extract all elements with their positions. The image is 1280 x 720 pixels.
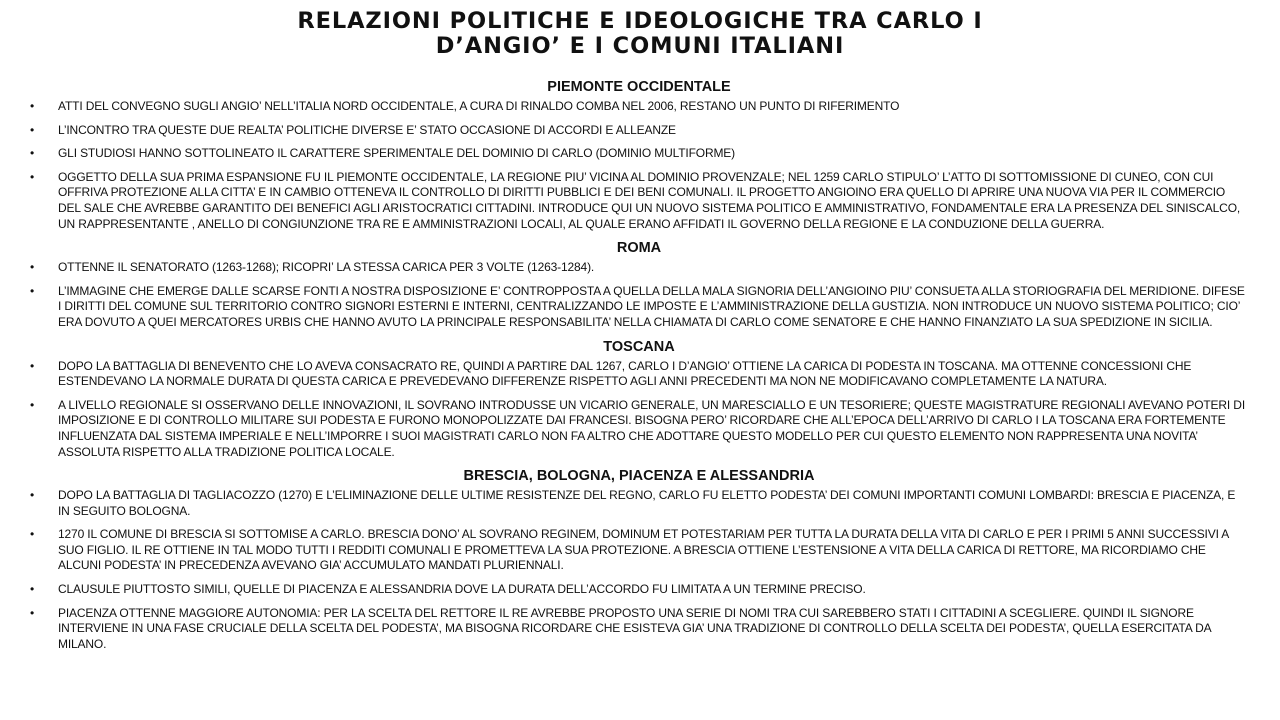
bullet-text: GLI STUDIOSI HANNO SOTTOLINEATO IL CARATTERE SPERIMENTALE DEL DOMINIO DI CARLO (DOMINIO MULTIFORME) bbox=[58, 146, 736, 161]
bullet-item bbox=[28, 359, 1250, 390]
bullet-item bbox=[28, 527, 1250, 574]
section-roma bbox=[28, 239, 1250, 330]
bullet-item bbox=[28, 260, 1250, 276]
bullet-item bbox=[28, 146, 1250, 162]
bullet-dot: • bbox=[30, 397, 35, 412]
bullet-text: PIACENZA OTTENNE MAGGIORE AUTONOMIA: PER LA SCELTA DEL RETTORE IL RE AVREBBE PROPOSTO UNA SERIE DI NOMI TRA CUI SAREBBERO STATI I CITTADINI A SCEGLIERE. QUINDI IL SIGNORE INTERVIENE IN UNA FASE CRUCIALE DELLA SCELTA DEL PODESTA’, MA BISOGNA RICORDARE CHE ESISTEVA GIA’ UNA TRADIZIONE DI CONTROLLO DELLA SCELTA DEI PODESTA’, QUELLA ESERCITATA DA MILANO. bbox=[58, 605, 1211, 651]
section-brescia-bologna-piacenza-alessandria bbox=[28, 467, 1250, 652]
bullet-text: L’IMMAGINE CHE EMERGE DALLE SCARSE FONTI A NOSTRA DISPOSIZIONE E’ CONTROPPOSTA A QUELLA DELLA MALA SIGNORIA DELL’ANGIOINO PIU’ CONSUETA ALLA STORIOGRAFIA DEL MERIDIONE. DIFESE I DIRITTI DEL COMUNE SUL TERRITORIO CONTRO SIGNORI ESTERNI E INTERNI, CENTRALIZZANDO LE IMPOSTE E L’AMMINISTRAZIONE DELLA GUSTIZIA. NON INTRODUCE UN NUOVO SISTEMA POLITICO; CIO’ ERA DOVUTO A QUEI MERCATORES URBIS CHE HANNO AVUTO LA PRINCIPALE RESPONSABILITA’ NELLA CHIAMATA DI CARLO COME SENATORE E CHE HANNO FINANZIATO LA SUA SPEDIZIONE IN SICILIA. bbox=[58, 283, 1245, 329]
bullet-item bbox=[28, 123, 1250, 139]
bullet-text: OGGETTO DELLA SUA PRIMA ESPANSIONE FU IL PIEMONTE OCCIDENTALE, LA REGIONE PIU’ VICINA AL DOMINIO PROVENZALE; NEL 1259 CARLO STIPULO’ L’ATTO DI SOTTOMISSIONE DI CUNEO, CON CUI OFFRIVA PROTEZIONE ALLA CITTA’ E IN CAMBIO OTTENEVA IL CONTROLLO DI DIRITTI PUBBLICI E DEI BENI COMUNALI. IL PROGETTO ANGIOINO ERA QUELLO DI APRIRE UNA NUOVA VIA PER IL COMMERCIO DEL SALE CHE AVREBBE GARANTITO DEI BENEFICI AGLI ARISTOCRATICI CITTADINI. INTRODUCE QUI UN NUOVO SISTEMA POLITICO E AMMINISTRATIVO, FONDAMENTALE ERA LA PRESENZA DEL SINISCALCO, UN RAPPRESENTANTE , ANELLO DI CONGIUNZIONE TRA RE E AMMINISTRAZIONI LOCALI, AL QUALE ERANO AFFIDATI IL GOVERNO DELLA REGIONE E LA CONDUZIONE DELLA GUERRA. bbox=[58, 169, 1241, 231]
bullet-dot: • bbox=[30, 99, 35, 113]
bullet-list bbox=[28, 359, 1250, 461]
section-toscana bbox=[28, 338, 1250, 461]
bullet-dot: • bbox=[30, 146, 35, 161]
section-heading: BRESCIA, BOLOGNA, PIACENZA E ALESSANDRIA bbox=[463, 468, 815, 485]
section-heading: TOSCANA bbox=[603, 338, 675, 355]
bullet-dot: • bbox=[30, 527, 35, 542]
bullet-text: DOPO LA BATTAGLIA DI TAGLIACOZZO (1270) E L’ELIMINAZIONE DELLE ULTIME RESISTENZE DEL REGNO, CARLO FU ELETTO PODESTA’ DEI COMUNI IMPORTANTI COMUNI LOMBARDI: BRESCIA E PIACENZA, E IN SEGUITO BOLOGNA. bbox=[58, 488, 1236, 518]
bullet-dot: • bbox=[30, 358, 35, 373]
bullet-item bbox=[28, 284, 1250, 331]
bullet-item bbox=[28, 398, 1250, 460]
bullet-text: 1270 IL COMUNE DI BRESCIA SI SOTTOMISE A CARLO. BRESCIA DONO’ AL SOVRANO REGINEM, DOMINUM ET POTESTARIAM PER TUTTA LA DURATA DELLA VITA DI CARLO E PER I PRIMI 5 ANNI SUCCESSIVI A SUO FIGLIO. IL RE OTTIENE IN TAL MODO TUTTI I REDDITI COMUNALI E PROMETTEVA LA SUA PROTEZIONE. A BRESCIA OTTIENE L’ESTENSIONE A VITA DELLA CARICA DI RETTORE, MA RICORDIAMO CHE ALCUNI PODESTA’ IN PRECEDENZA AVEVANO GIA’ ACCUMULATO MANDATI PLURIENNALI. bbox=[58, 527, 1229, 573]
bullet-text: ATTI DEL CONVEGNO SUGLI ANGIO’ NELL’ITALIA NORD OCCIDENTALE, A CURA DI RINALDO COMBA NEL 2006, RESTANO UN PUNTO DI RIFERIMENTO bbox=[58, 99, 900, 113]
bullet-text: CLAUSULE PIUTTOSTO SIMILI, QUELLE DI PIACENZA E ALESSANDRIA DOVE LA DURATA DELL’ACCORDO FU LIMITATA A UN TERMINE PRECISO. bbox=[58, 582, 866, 597]
bullet-item bbox=[28, 170, 1250, 232]
bullet-text: A LIVELLO REGIONALE SI OSSERVANO DELLE INNOVAZIONI, IL SOVRANO INTRODUSSE UN VICARIO GENERALE, UN MARESCIALLO E UN TESORIERE; QUESTE MAGISTRATURE REGIONALI AVEVANO POTERI DI IMPOSIZIONE E DI CONTROLLO MILITARE SUI PODESTA E FURONO MONOPOLIZZATE DAI FRANCESI. BISOGNA PERO’ RICORDARE CHE ALL’EPOCA DELL’ARRIVO DI CARLO I LA TOSCANA ERA FORTEMENTE INFLUENZATA DAL SISTEMA IMPERIALE E NELL’IMPORRE I SUOI MAGISTRATI CARLO NON FA ALTRO CHE ADOTTARE QUESTO MODELLO PER CUI QUESTO ELEMENTO NON RAPPRESENTA UNA NOVITA’ ASSOLUTA RISPETTO ALLA TRADIZIONE POLITICA LOCALE. bbox=[58, 397, 1246, 459]
bullet-text: DOPO LA BATTAGLIA DI BENEVENTO CHE LO AVEVA CONSACRATO RE, QUINDI A PARTIRE DAL 1267, CARLO I D’ANGIO’ OTTIENE LA CARICA DI PODESTA IN TOSCANA. MA OTTENNE CONCESSIONI CHE ESTENDEVANO LA NORMALE DURATA DI QUESTA CARICA E PREVEDEVANO DIFFERENZE RISPETTO AGLI ANNI PRECEDENTI MA NON NE MODIFICAVANO COMPLETAMENTE LA NATURA. bbox=[58, 358, 1192, 389]
section-heading: ROMA bbox=[616, 240, 662, 257]
bullet-item bbox=[28, 488, 1250, 519]
bullet-list bbox=[28, 260, 1250, 330]
bullet-dot: • bbox=[30, 122, 35, 137]
bullet-dot: • bbox=[30, 169, 35, 184]
section-heading: PIEMONTE OCCIDENTALE bbox=[547, 79, 731, 95]
bullet-item bbox=[28, 99, 1250, 115]
title-line-2: D’ANGIO’ E I COMUNI ITALIANI bbox=[435, 33, 845, 59]
bullet-dot: • bbox=[30, 260, 35, 275]
bullet-list bbox=[28, 488, 1250, 652]
bullet-list bbox=[28, 99, 1250, 232]
title-line-1: RELAZIONI POLITICHE E IDEOLOGICHE TRA CARLO I bbox=[297, 8, 983, 34]
slide-content bbox=[28, 78, 1250, 660]
bullet-dot: • bbox=[30, 582, 35, 597]
bullet-dot: • bbox=[30, 283, 35, 298]
bullet-dot: • bbox=[30, 488, 35, 503]
bullet-text: OTTENNE IL SENATORATO (1263-1268); RICOPRI’ LA STESSA CARICA PER 3 VOLTE (1263-1284). bbox=[58, 260, 595, 275]
section-piemonte bbox=[28, 78, 1250, 232]
slide-title bbox=[160, 9, 1120, 59]
bullet-item bbox=[28, 606, 1250, 653]
bullet-text: L’INCONTRO TRA QUESTE DUE REALTA’ POLITICHE DIVERSE E’ STATO OCCASIONE DI ACCORDI E ALLEANZE bbox=[58, 122, 676, 137]
bullet-item bbox=[28, 582, 1250, 598]
bullet-dot: • bbox=[30, 605, 35, 620]
